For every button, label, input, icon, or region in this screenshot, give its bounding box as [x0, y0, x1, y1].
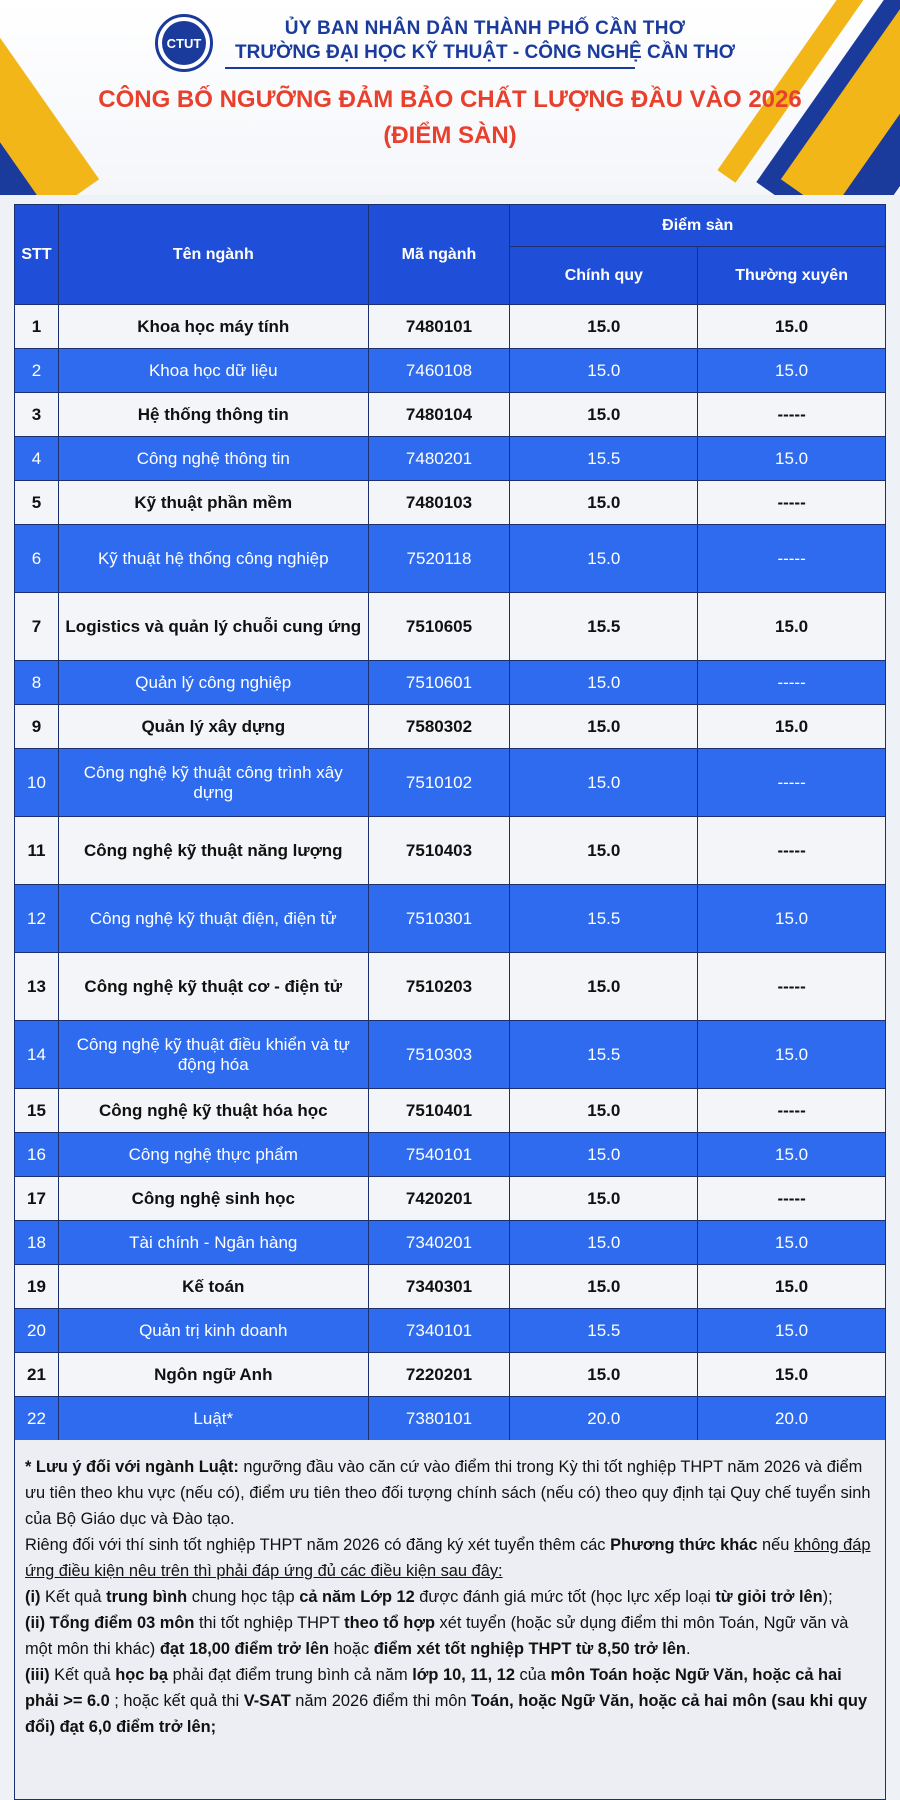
table-row [15, 525, 886, 593]
note-heading: * Lưu ý đối với ngành Luật: [25, 1458, 239, 1476]
note-text: phải đạt điểm trung bình cả năm [168, 1666, 413, 1684]
cell-stt: 1 [15, 305, 59, 349]
cell-regular: 15.0 [510, 481, 698, 525]
cell-stt: 16 [15, 1133, 59, 1177]
cell-stt: 18 [15, 1221, 59, 1265]
cell-regular: 15.0 [510, 705, 698, 749]
university-name: TRƯỜNG ĐẠI HỌC KỸ THUẬT - CÔNG NGHỆ CẦN THƠ [235, 42, 735, 63]
cell-stt: 21 [15, 1353, 59, 1397]
cell-name: Tài chính - Ngân hàng [58, 1221, 368, 1265]
column-header-name: Tên ngành [58, 205, 368, 305]
note-text: năm 2026 điểm thi môn [290, 1692, 472, 1710]
cell-code: 7380101 [368, 1397, 510, 1441]
cell-continuing: 15.0 [698, 1021, 886, 1089]
table-row [15, 705, 886, 749]
note-text: đạt 18,00 điểm trở lên [159, 1640, 330, 1658]
cell-continuing: ----- [698, 953, 886, 1021]
table-row [15, 393, 886, 437]
cell-regular: 15.0 [510, 1177, 698, 1221]
cell-regular: 15.5 [510, 885, 698, 953]
cell-name: Công nghệ thực phẩm [58, 1133, 368, 1177]
cell-code: 7510203 [368, 953, 510, 1021]
cell-code: 7510303 [368, 1021, 510, 1089]
cell-stt: 14 [15, 1021, 59, 1089]
cell-name: Quản trị kinh doanh [58, 1309, 368, 1353]
cell-continuing: 20.0 [698, 1397, 886, 1441]
note-text: trung bình [106, 1588, 188, 1606]
cell-regular: 15.0 [510, 349, 698, 393]
note-text: từ giỏi trở lên [715, 1588, 823, 1606]
note-text: không đáp ứng điều kiện nêu trên thì phải đáp ứng đủ các điều kiện sau đây: [25, 1536, 871, 1580]
table-row [15, 593, 886, 661]
page-title: CÔNG BỐ NGƯỠNG ĐẢM BẢO CHẤT LƯỢNG ĐẦU VÀO 2026 [98, 86, 802, 113]
cell-regular: 15.0 [510, 1353, 698, 1397]
note-paragraph [25, 1532, 875, 1584]
cell-name: Quản lý công nghiệp [58, 661, 368, 705]
cell-stt: 10 [15, 749, 59, 817]
note-text: cả năm Lớp 12 [299, 1588, 415, 1606]
cell-regular: 15.0 [510, 953, 698, 1021]
note-text: học bạ [115, 1666, 169, 1684]
note-text: V-SAT [243, 1692, 291, 1710]
cell-name: Công nghệ sinh học [58, 1177, 368, 1221]
cell-continuing: ----- [698, 393, 886, 437]
note-text: được đánh giá mức tốt (học lực xếp loại [414, 1588, 716, 1606]
cell-name: Kỹ thuật hệ thống công nghiệp [58, 525, 368, 593]
condition-iii [25, 1662, 875, 1740]
table-row [15, 1133, 886, 1177]
cell-stt: 12 [15, 885, 59, 953]
cell-name: Kỹ thuật phần mềm [58, 481, 368, 525]
cell-continuing: 15.0 [698, 1309, 886, 1353]
cell-stt: 8 [15, 661, 59, 705]
cell-regular: 15.0 [510, 749, 698, 817]
cell-continuing: 15.0 [698, 705, 886, 749]
cell-name: Công nghệ kỹ thuật công trình xây dựng [58, 749, 368, 817]
table-row [15, 749, 886, 817]
note-text: . [685, 1640, 691, 1658]
note-paragraph [25, 1454, 875, 1532]
note-text: xét tuyển (hoặc sử dụng điểm thi môn Toán, Ngữ văn và một môn thi khác) [25, 1614, 849, 1658]
cell-continuing: 15.0 [698, 437, 886, 481]
cell-code: 7340201 [368, 1221, 510, 1265]
cell-code: 7510401 [368, 1089, 510, 1133]
cell-code: 7510605 [368, 593, 510, 661]
header-divider [225, 67, 635, 69]
cell-code: 7510301 [368, 885, 510, 953]
note-text: điểm xét tốt nghiệp THPT từ 8,50 trở lên [373, 1640, 686, 1658]
cell-regular: 20.0 [510, 1397, 698, 1441]
table-row [15, 1021, 886, 1089]
note-text: nếu [757, 1536, 794, 1554]
cell-code: 7580302 [368, 705, 510, 749]
column-header-continuing: Thường xuyên [698, 247, 886, 305]
cell-code: 7510601 [368, 661, 510, 705]
note-text: Phương thức khác [610, 1536, 758, 1554]
cell-name: Khoa học máy tính [58, 305, 368, 349]
page-subtitle: (ĐIỂM SÀN) [383, 122, 517, 149]
cell-stt: 9 [15, 705, 59, 749]
cell-name: Công nghệ kỹ thuật năng lượng [58, 817, 368, 885]
note-text: Kết quả [49, 1666, 116, 1684]
cell-continuing: 15.0 [698, 1353, 886, 1397]
note-text: lớp 10, 11, 12 [412, 1666, 515, 1684]
cell-regular: 15.5 [510, 1021, 698, 1089]
cell-regular: 15.5 [510, 593, 698, 661]
cell-stt: 13 [15, 953, 59, 1021]
table-row [15, 1221, 886, 1265]
cell-stt: 5 [15, 481, 59, 525]
cell-regular: 15.0 [510, 817, 698, 885]
logo-text: CTUT [162, 21, 206, 65]
column-header-stt: STT [15, 205, 59, 305]
note-label: (i) [25, 1588, 41, 1606]
note-text: theo tổ hợp [344, 1614, 435, 1632]
column-group-floor: Điểm sàn [510, 205, 886, 247]
cell-continuing: 15.0 [698, 885, 886, 953]
cell-continuing: ----- [698, 661, 886, 705]
note-text: môn Toán hoặc Ngữ Văn, hoặc cả hai phải >= 6.0 [25, 1666, 842, 1710]
cell-stt: 15 [15, 1089, 59, 1133]
cell-regular: 15.0 [510, 1221, 698, 1265]
cell-code: 7460108 [368, 349, 510, 393]
table-row [15, 1265, 886, 1309]
cell-regular: 15.0 [510, 661, 698, 705]
cell-regular: 15.0 [510, 1089, 698, 1133]
cell-code: 7220201 [368, 1353, 510, 1397]
cell-name: Công nghệ thông tin [58, 437, 368, 481]
cell-stt: 19 [15, 1265, 59, 1309]
table-row [15, 661, 886, 705]
cell-regular: 15.5 [510, 1309, 698, 1353]
committee-name: ỦY BAN NHÂN DÂN THÀNH PHỐ CẦN THƠ [284, 18, 686, 39]
threshold-table [14, 204, 886, 1441]
cell-stt: 6 [15, 525, 59, 593]
cell-continuing: ----- [698, 817, 886, 885]
cell-name: Quản lý xây dựng [58, 705, 368, 749]
table-row [15, 953, 886, 1021]
cell-code: 7480104 [368, 393, 510, 437]
cell-regular: 15.0 [510, 1133, 698, 1177]
note-text: Riêng đối với thí sinh tốt nghiệp THPT năm 2026 có đăng ký xét tuyển thêm các [25, 1536, 611, 1554]
cell-regular: 15.0 [510, 1265, 698, 1309]
note-text: ; hoặc kết quả thi [109, 1692, 244, 1710]
cell-continuing: 15.0 [698, 1133, 886, 1177]
cell-code: 7480201 [368, 437, 510, 481]
cell-stt: 17 [15, 1177, 59, 1221]
cell-name: Hệ thống thông tin [58, 393, 368, 437]
table-row [15, 1177, 886, 1221]
table-row [15, 1309, 886, 1353]
university-logo [155, 14, 213, 72]
table-row [15, 305, 886, 349]
cell-code: 7540101 [368, 1133, 510, 1177]
cell-name: Kế toán [58, 1265, 368, 1309]
note-text: ngưỡng đầu vào căn cứ vào điểm thi trong Kỳ thi tốt nghiệp THPT năm 2026 và điểm ưu tiên theo khu vực (nếu có), điểm ưu tiên theo đối tượng chính sách (nếu có) theo quy định tại Quy chế tuyển sinh của Bộ Giáo dục và Đào tạo. [25, 1458, 871, 1528]
cell-stt: 22 [15, 1397, 59, 1441]
note-text: hoặc [329, 1640, 374, 1658]
cell-code: 7520118 [368, 525, 510, 593]
cell-code: 7510102 [368, 749, 510, 817]
note-text: chung học tập [187, 1588, 300, 1606]
condition-i [25, 1584, 875, 1610]
condition-ii [25, 1610, 875, 1662]
cell-regular: 15.0 [510, 305, 698, 349]
note-text: ); [822, 1588, 833, 1606]
column-header-regular: Chính quy [510, 247, 698, 305]
cell-name: Logistics và quản lý chuỗi cung ứng [58, 593, 368, 661]
cell-regular: 15.0 [510, 393, 698, 437]
note-text: Kết quả [40, 1588, 107, 1606]
note-text: Tổng điểm 03 môn [45, 1614, 195, 1632]
cell-continuing: 15.0 [698, 305, 886, 349]
table-row [15, 1089, 886, 1133]
table-row [15, 437, 886, 481]
table-row [15, 349, 886, 393]
cell-stt: 4 [15, 437, 59, 481]
cell-continuing: ----- [698, 1177, 886, 1221]
note-text: thi tốt nghiệp THPT [194, 1614, 345, 1632]
cell-name: Luật* [58, 1397, 368, 1441]
cell-continuing: 15.0 [698, 1221, 886, 1265]
note-text: của [515, 1666, 551, 1684]
cell-name: Ngôn ngữ Anh [58, 1353, 368, 1397]
cell-name: Công nghệ kỹ thuật hóa học [58, 1089, 368, 1133]
cell-continuing: 15.0 [698, 1265, 886, 1309]
cell-code: 7340301 [368, 1265, 510, 1309]
cell-continuing: ----- [698, 481, 886, 525]
table-row [15, 481, 886, 525]
cell-stt: 2 [15, 349, 59, 393]
cell-stt: 20 [15, 1309, 59, 1353]
cell-regular: 15.5 [510, 437, 698, 481]
table-row [15, 1353, 886, 1397]
cell-continuing: ----- [698, 525, 886, 593]
cell-code: 7420201 [368, 1177, 510, 1221]
column-header-code: Mã ngành [368, 205, 510, 305]
cell-stt: 3 [15, 393, 59, 437]
cell-continuing: 15.0 [698, 593, 886, 661]
table-row [15, 885, 886, 953]
note-label: (iii) [25, 1666, 50, 1684]
law-note [14, 1440, 886, 1800]
cell-name: Công nghệ kỹ thuật điện, điện tử [58, 885, 368, 953]
cell-code: 7480101 [368, 305, 510, 349]
cell-continuing: 15.0 [698, 349, 886, 393]
note-text: Toán, hoặc Ngữ Văn, hoặc cả hai môn (sau khi quy đổi) đạt 6,0 điểm trở lên; [25, 1692, 868, 1736]
cell-stt: 7 [15, 593, 59, 661]
cell-stt: 11 [15, 817, 59, 885]
page-header [0, 0, 900, 195]
cell-name: Khoa học dữ liệu [58, 349, 368, 393]
note-label: (ii) [25, 1614, 46, 1632]
table-row [15, 817, 886, 885]
cell-code: 7510403 [368, 817, 510, 885]
table-row [15, 1397, 886, 1441]
cell-continuing: ----- [698, 749, 886, 817]
cell-code: 7340101 [368, 1309, 510, 1353]
cell-regular: 15.0 [510, 525, 698, 593]
cell-continuing: ----- [698, 1089, 886, 1133]
cell-code: 7480103 [368, 481, 510, 525]
cell-name: Công nghệ kỹ thuật cơ - điện tử [58, 953, 368, 1021]
cell-name: Công nghệ kỹ thuật điều khiển và tự động hóa [58, 1021, 368, 1089]
